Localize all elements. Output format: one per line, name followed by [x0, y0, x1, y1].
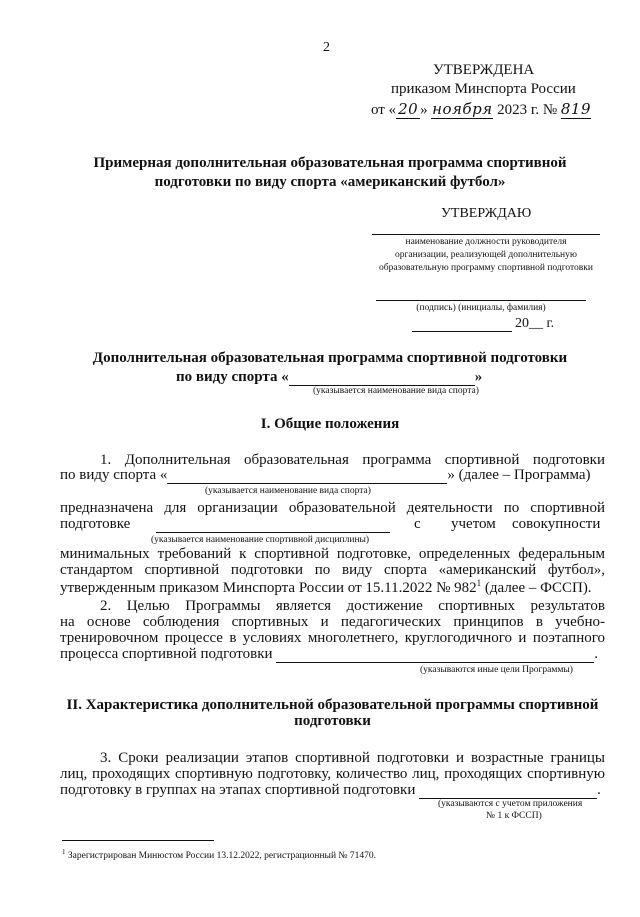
- p1-sport-hint: (указывается наименование вида спорта): [205, 486, 371, 496]
- p1-line4-sovokupnosti: совокупности: [512, 516, 601, 532]
- page-number: 2: [323, 40, 330, 55]
- main-title-line2: подготовки по виду спорта «американский футбол»: [154, 174, 506, 190]
- p1-line7-text: утвержденным приказом Минспорта России от 15.11.2022 № 982: [60, 580, 477, 596]
- signature-line: [376, 300, 586, 301]
- year-tail: 20__ г.: [515, 316, 555, 331]
- p3-line2: лиц, проходящих спортивную подготовку, количество лиц, проходящих спортивную: [60, 766, 605, 782]
- p1-line3: предназначена для организации образовательной деятельности по спортивной: [60, 500, 605, 516]
- program-title-line1: Дополнительная образовательная программа спортивной подготовки: [92, 350, 568, 366]
- section1-title: I. Общие положения: [260, 416, 400, 432]
- p2-line4: [60, 646, 598, 663]
- order-number: 819: [560, 100, 592, 118]
- p3-line1: 3. Сроки реализации этапов спортивной подготовки и возрастные границы: [100, 750, 605, 766]
- p1-discipline-hint: (указывается наименование спортивной дисциплины): [151, 535, 370, 545]
- position-hint-3: образовательную программу спортивной подготовки: [378, 263, 593, 273]
- program-sport-suffix: »: [474, 369, 483, 385]
- signature-hint: (подпись) (инициалы, фамилия): [416, 303, 546, 313]
- p1-line4-uchetom: учетом: [451, 516, 496, 532]
- position-hint-2: организации, реализующей дополнительную: [395, 250, 577, 260]
- p2-goals-hint: (указываются иные цели Программы): [420, 665, 573, 675]
- main-title-line1: Примерная дополнительная образовательная программа спортивной: [93, 155, 567, 171]
- position-line: [372, 234, 600, 235]
- footnote-ref: 1: [476, 578, 482, 588]
- p1-sport-prefix: по виду спорта «: [60, 467, 168, 483]
- p2-goals-blank: [276, 647, 594, 663]
- p1-sport-suffix: » (далее – Программа): [447, 467, 591, 483]
- date-day: 20: [398, 100, 419, 118]
- footnote-mark: 1: [62, 848, 66, 856]
- program-title-line2: [176, 369, 482, 386]
- p2-line3: тренировочном процессе в условиях многолетнего, круглогодичного и поэтапного: [60, 630, 605, 646]
- p1-line4-prefix: подготовке: [60, 516, 131, 532]
- p2-line1: 2. Целью Программы является достижение спортивных результатов: [100, 598, 605, 614]
- p1-line5: минимальных требований к спортивной подготовке, определенных федеральным: [60, 546, 605, 562]
- footnote-separator: [62, 840, 214, 841]
- p3-blank: [419, 783, 597, 799]
- p1-sport-blank: [167, 468, 447, 484]
- p3-hint-1: (указываются с учетом приложения: [438, 799, 583, 809]
- approve-label: УТВЕРЖДАЮ: [441, 206, 532, 221]
- approval-date-line: [371, 100, 591, 119]
- date-blank-line: [412, 331, 512, 332]
- approval-order-line: приказом Минспорта России: [391, 81, 576, 97]
- footnote: [62, 848, 376, 861]
- program-sport-prefix: по виду спорта «: [176, 369, 289, 385]
- p1-line7: [60, 578, 592, 597]
- p1-line7-tail: (далее – ФССП).: [481, 580, 592, 596]
- date-mid: »: [420, 102, 428, 118]
- program-sport-hint: (указывается наименование вида спорта): [313, 386, 479, 396]
- p2-line2: на основе соблюдения спортивных и педагогических принципов в учебно-: [60, 614, 605, 630]
- date-month: ноября: [432, 100, 493, 118]
- footnote-text: Зарегистрирован Минюстом России 13.12.2022, регистрационный № 71470.: [65, 851, 376, 862]
- p1-line4-s: с: [414, 516, 421, 532]
- p1-line2: [60, 467, 591, 484]
- section2-title-line2: подготовки: [294, 713, 371, 729]
- p3-line3-tail: .: [597, 782, 601, 798]
- p2-line4-text: процесса спортивной подготовки: [60, 646, 273, 662]
- program-sport-blank: [289, 370, 475, 386]
- p1-line1: 1. Дополнительная образовательная программа спортивной подготовки: [100, 452, 605, 468]
- p3-line3-text: подготовку в группах на этапах спортивной подготовки: [60, 782, 416, 798]
- p1-discipline-blank: [156, 532, 390, 533]
- section2-title-line1: II. Характеристика дополнительной образовательной программы спортивной: [66, 697, 599, 713]
- p3-line3: [60, 782, 601, 799]
- p1-line6: стандартом спортивной подготовки по виду спорта «американский футбол»,: [60, 562, 605, 578]
- date-prefix: от «: [371, 102, 397, 118]
- date-year: 2023 г. №: [497, 102, 558, 118]
- p3-hint-2: № 1 к ФССП): [486, 811, 542, 821]
- approval-heading: УТВЕРЖДЕНА: [433, 62, 535, 78]
- p2-line4-tail: .: [594, 646, 599, 662]
- position-hint-1: наименование должности руководителя: [405, 237, 567, 247]
